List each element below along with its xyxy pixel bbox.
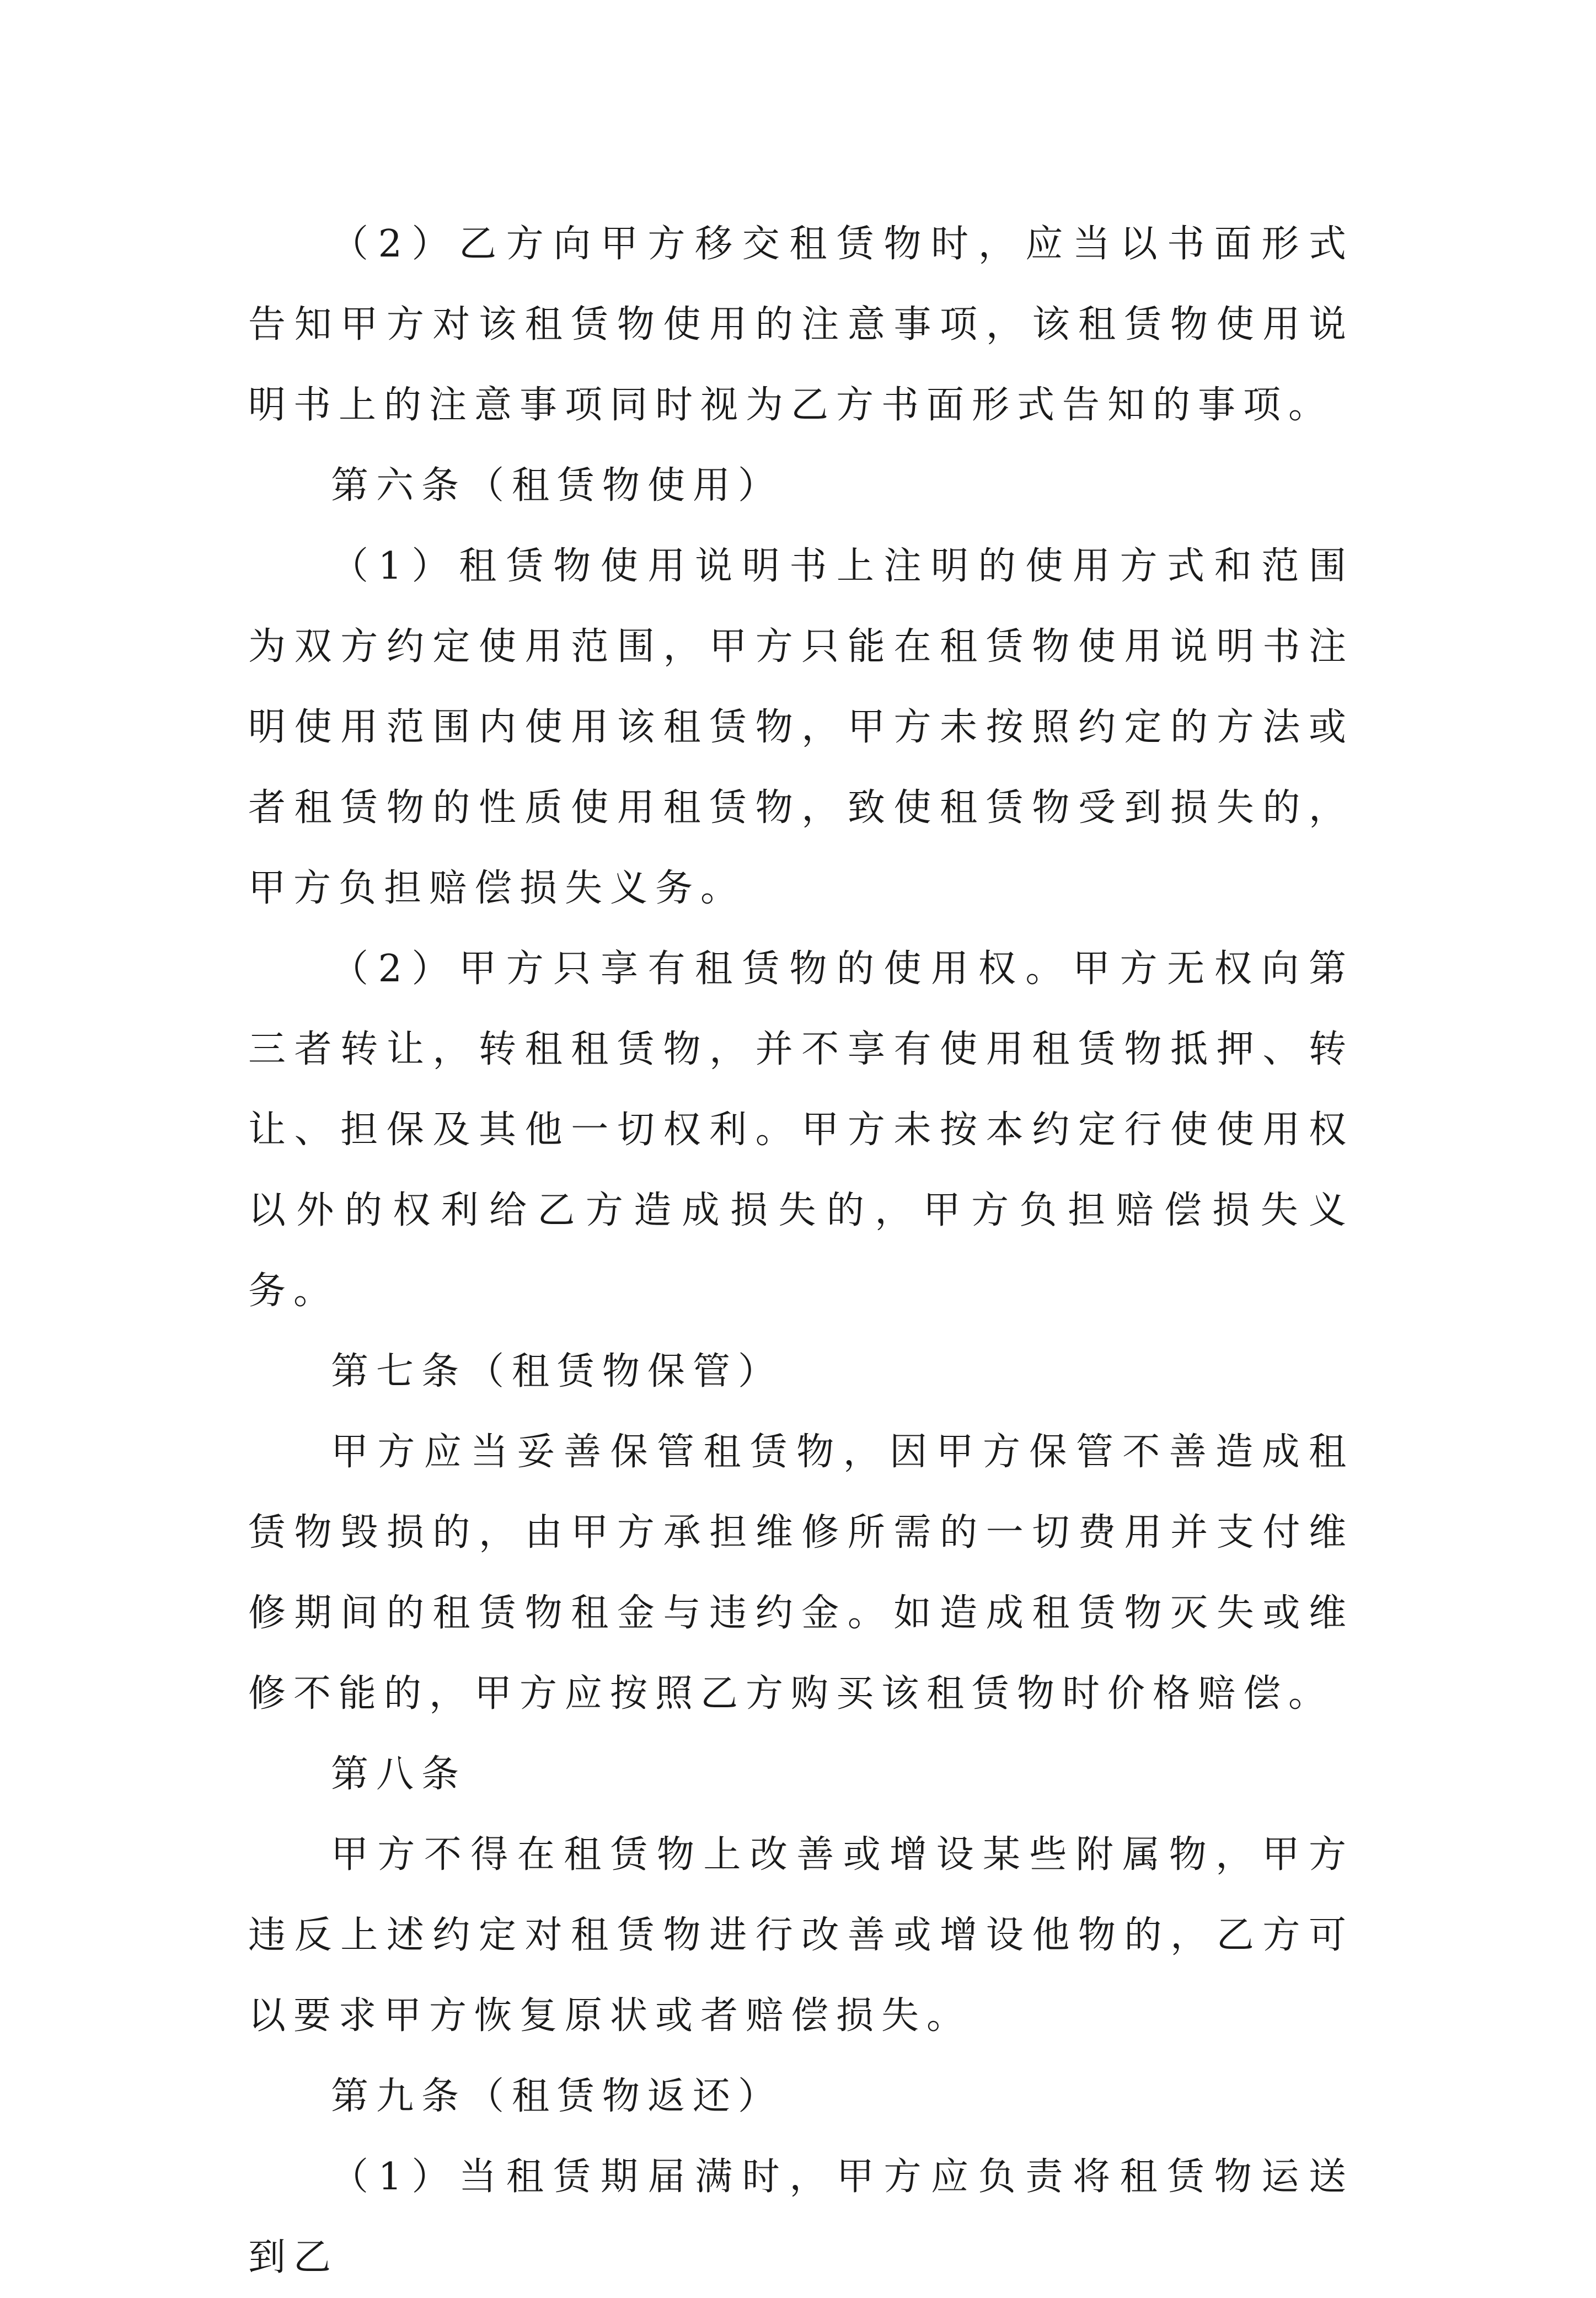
- article-8-heading: 第八条: [331, 1752, 467, 1796]
- clause-8-body: 甲方不得在租赁物上改善或增设某些附属物，甲方违反上述约定对租赁物进行改善或增设他物的，乙方可以要求甲方恢复原状或者赔偿损失。: [248, 1833, 1354, 2038]
- article-7-heading: 第七条（租赁物保管）: [331, 1350, 784, 1393]
- clause-6-item-2: （2）甲方只享有租赁物的使用权。甲方无权向第三者转让，转租租赁物，并不享有使用租赁物抵押、转让、担保及其他一切权利。甲方未按本约定行使使用权以外的权利给乙方造成损失的，甲方负担赔偿损失义务。: [248, 947, 1354, 1313]
- document-body: [248, 204, 1354, 2298]
- article-6-heading: 第六条（租赁物使用）: [331, 464, 784, 507]
- clause-9-item-1: （1）当租赁期届满时，甲方应负责将租赁物运送到乙: [248, 2155, 1354, 2279]
- article-9-heading: 第九条（租赁物返还）: [331, 2075, 784, 2118]
- clause-6-item-1: （1）租赁物使用说明书上注明的使用方式和范围为双方约定使用范围，甲方只能在租赁物使用说明书注明使用范围内使用该租赁物，甲方未按照约定的方法或者租赁物的性质使用租赁物，致使租赁物受到损失的，甲方负担赔偿损失义务。: [248, 544, 1354, 910]
- clause-7-body: 甲方应当妥善保管租赁物，因甲方保管不善造成租赁物毁损的，由甲方承担维修所需的一切费用并支付维修期间的租赁物租金与违约金。如造成租赁物灭失或维修不能的，甲方应按照乙方购买该租赁物时价格赔偿。: [248, 1430, 1354, 1716]
- clause-5-item-2: （2）乙方向甲方移交租赁物时，应当以书面形式告知甲方对该租赁物使用的注意事项，该租赁物使用说明书上的注意事项同时视为乙方书面形式告知的事项。: [248, 222, 1354, 427]
